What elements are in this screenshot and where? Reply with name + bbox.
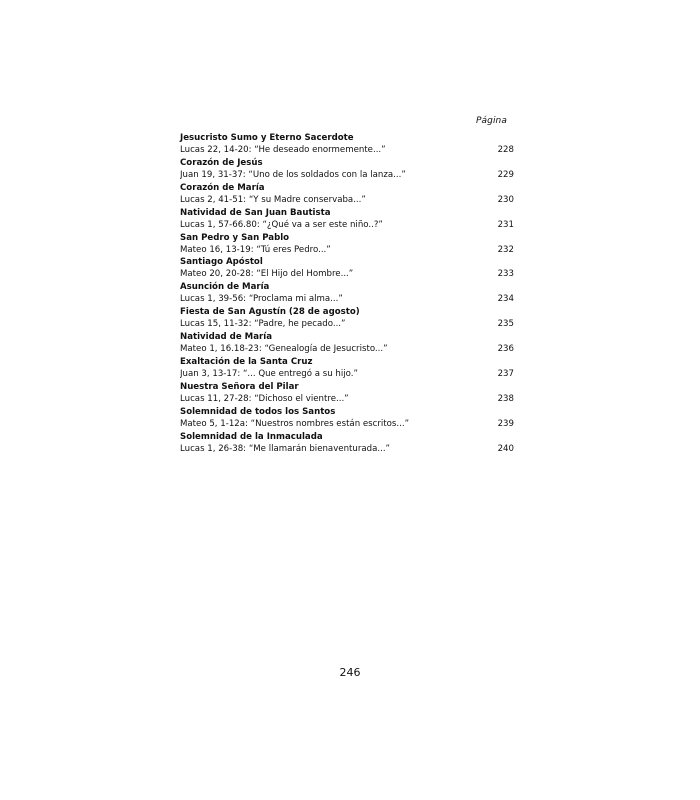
entry-line	[180, 219, 514, 231]
entry-page-number: 228	[497, 145, 514, 155]
entry-line	[180, 393, 514, 405]
entry-title: Solemnidad de la Inmaculada	[180, 431, 323, 442]
entry-reference: Mateo 1, 16.18-23: “Genealogía de Jesucristo...”	[180, 344, 388, 355]
entry-reference: Mateo 5, 1-12a: “Nuestros nombres están escritos...”	[180, 418, 410, 429]
entry-line	[180, 418, 514, 430]
entry-title: Corazón de María	[180, 182, 265, 193]
entry-reference: Mateo 20, 20-28: “El Hijo del Hombre...”	[180, 269, 354, 280]
toc-entry	[180, 182, 514, 207]
entry-page-number: 235	[497, 319, 514, 330]
entry-page-number: 234	[497, 294, 514, 305]
entry-page-number: 237	[497, 369, 514, 380]
entry-line	[180, 244, 514, 256]
entry-reference: Lucas 1, 57-66.80: “¿Qué va a ser este niño..?”	[180, 219, 383, 230]
entry-reference: Lucas 22, 14-20: “He deseado enormemente...”	[180, 145, 386, 155]
toc-entry	[180, 281, 514, 306]
entry-line	[180, 343, 514, 355]
entry-title: Exaltación de la Santa Cruz	[180, 357, 313, 368]
entry-title: Jesucristo Sumo y Eterno Sacerdote	[180, 133, 354, 143]
entry-title: Santiago Apóstol	[180, 257, 263, 268]
toc-entries	[180, 132, 514, 456]
entry-page-number: 240	[497, 443, 514, 454]
toc-entry	[180, 132, 514, 157]
toc-header-spacer	[180, 112, 514, 132]
entry-reference: Lucas 11, 27-28: “Dichoso el vientre...”	[180, 393, 349, 404]
entry-page-number: 233	[497, 269, 514, 280]
entry-title: Fiesta de San Agustín (28 de agosto)	[180, 307, 360, 318]
toc-entry	[180, 381, 514, 406]
toc-entry	[180, 157, 514, 182]
entry-page-number: 236	[497, 344, 514, 355]
entry-page-number: 230	[497, 194, 514, 205]
entry-title: Natividad de María	[180, 332, 272, 343]
entry-title: Solemnidad de todos los Santos	[180, 406, 336, 417]
entry-page-number: 239	[497, 418, 514, 429]
page-number: 246	[339, 666, 361, 679]
toc-entry	[180, 306, 514, 331]
toc-entry	[180, 256, 514, 281]
entry-page-number: 232	[497, 244, 514, 255]
entry-page-number: 229	[497, 169, 514, 180]
entry-reference: Juan 19, 31-37: “Uno de los soldados con la lanza...”	[180, 169, 406, 180]
toc-entry	[180, 331, 514, 356]
entry-reference: Lucas 2, 41-51: “Y su Madre conservaba...”	[180, 194, 366, 205]
entry-reference: Lucas 1, 39-56: “Proclama mi alma...”	[180, 294, 343, 305]
entry-reference: Juan 3, 13-17: “... Que entregó a su hijo.”	[180, 369, 358, 380]
entry-page-number: 238	[497, 393, 514, 404]
entry-line	[180, 443, 514, 455]
entry-line	[180, 194, 514, 206]
entry-line	[180, 169, 514, 181]
entry-reference: Lucas 15, 11-32: “Padre, he pecado...”	[180, 319, 346, 330]
table-of-contents	[180, 112, 514, 456]
entry-title: Nuestra Señora del Pilar	[180, 381, 299, 392]
toc-entry	[180, 406, 514, 431]
entry-reference: Lucas 1, 26-38: “Me llamarán bienaventurada...”	[180, 443, 391, 454]
entry-line	[180, 368, 514, 380]
entry-line	[180, 268, 514, 280]
entry-page-number: 231	[497, 219, 514, 230]
entry-line	[180, 318, 514, 330]
entry-title: Asunción de María	[180, 282, 270, 293]
toc-entry	[180, 431, 514, 456]
entry-title: San Pedro y San Pablo	[180, 232, 290, 243]
page-column-header: Página	[476, 116, 507, 126]
entry-line	[180, 144, 514, 156]
toc-entry	[180, 356, 514, 381]
toc-entry	[180, 232, 514, 257]
toc-entry	[180, 207, 514, 232]
entry-reference: Mateo 16, 13-19: “Tú eres Pedro...”	[180, 244, 331, 255]
entry-title: Natividad de San Juan Bautista	[180, 207, 331, 218]
entry-line	[180, 293, 514, 305]
entry-title: Corazón de Jesús	[180, 157, 263, 168]
